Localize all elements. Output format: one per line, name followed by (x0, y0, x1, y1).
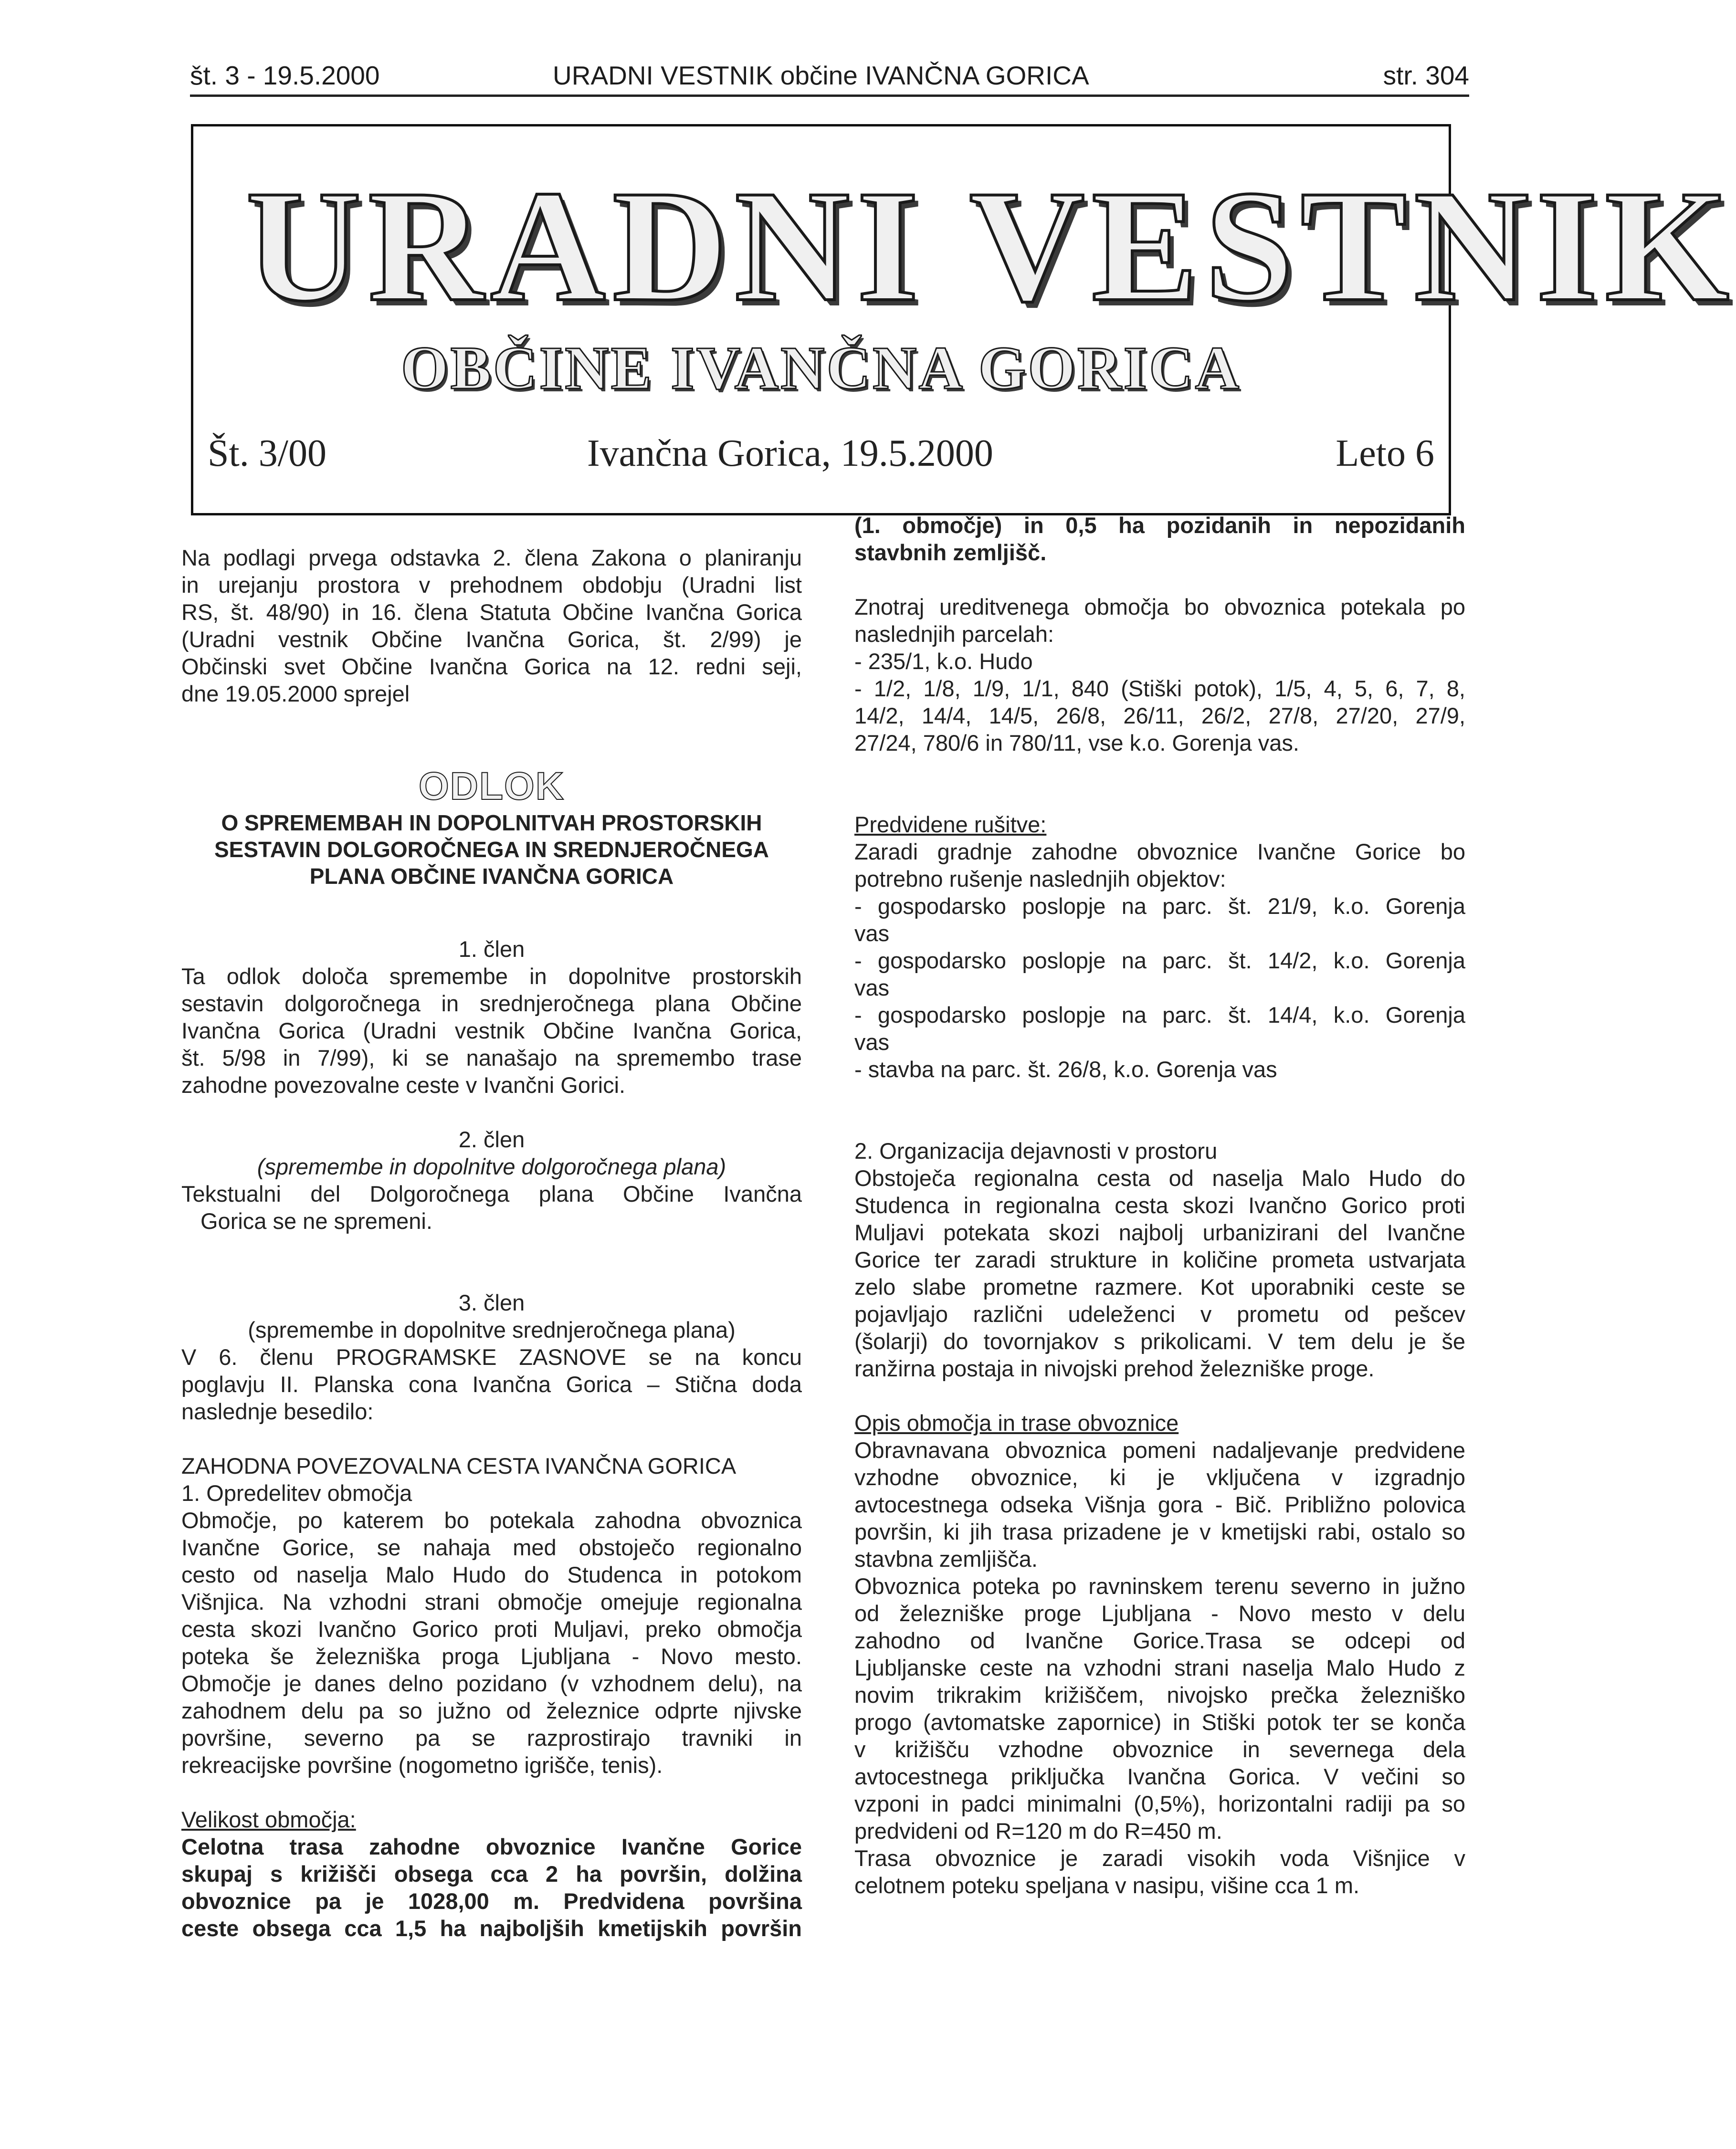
list-item: - gospodarsko poslopje na parc. št. 14/4, k.o. Gorenja (854, 1002, 1465, 1027)
list-item: - gospodarsko poslopje na parc. št. 14/2, k.o. Gorenja (854, 948, 1465, 973)
body-line: Ljubljanske ceste na vzhodni strani naselja Malo Hudo z (854, 1655, 1465, 1680)
body-line: od železniške proge Ljubljana - Novo mesto v delu (854, 1601, 1465, 1626)
body-line: Zaradi gradnje zahodne obvoznice Ivančne Gorice bo (854, 839, 1465, 864)
parcel-list (854, 648, 1465, 756)
article-line: V 6. členu PROGRAMSKE ZASNOVE se na koncu (181, 1344, 802, 1370)
body-line: Trasa obvoznice je zaradi visokih voda Višnjice v (854, 1845, 1465, 1871)
article-2-text (181, 1180, 802, 1235)
masthead-title: URADNI VESTNIK (246, 157, 1736, 335)
article-3-subheading: (spremembe in dopolnitve srednjeročnega plana) (248, 1317, 736, 1342)
body-line: celotnem poteku speljana v nasipu, višine cca 1 m. (854, 1873, 1360, 1898)
body-line: stavbna zemljišča. (854, 1546, 1038, 1572)
left-column (181, 544, 802, 1942)
list-item: 27/24, 780/6 in 780/11, vse k.o. Gorenja vas. (854, 730, 1299, 755)
body-line: Znotraj ureditvenega območja bo obvoznica potekala po (854, 594, 1465, 619)
masthead-year: Leto 6 (1336, 432, 1434, 474)
decree-subtitle-line: O SPREMEMBAH IN DOPOLNITVAH PROSTORSKIH (221, 810, 762, 835)
article-3-heading: 3. člen (458, 1290, 525, 1315)
running-header (190, 56, 1469, 97)
demolition-list (854, 892, 1465, 1083)
body-line: predvideni od R=120 m do R=450 m. (854, 1818, 1222, 1844)
body-line: Gorice ter zaradi strukture in količine prometa ustvarjata (854, 1247, 1465, 1272)
preamble-line: Na podlagi prvega odstavka 2. člena Zakona o planiranju (181, 545, 802, 570)
size-text (181, 1833, 802, 1942)
decree-subtitle (181, 809, 802, 890)
preamble-line: dne 19.05.2000 sprejel (181, 681, 410, 706)
issue-date-label: št. 3 - 19.5.2000 (190, 61, 380, 90)
article-2-subheading: (spremembe in dopolnitve dolgoročnega plana) (257, 1154, 726, 1179)
article-line: zahodne povezovalne ceste v Ivančni Gorici. (181, 1072, 626, 1098)
body-line: Muljavi potekata skozi najbolj urbanizirani del Ivančne (854, 1220, 1465, 1245)
list-item: vas (854, 921, 890, 946)
body-line: Studenca in regionalna cesta skozi Ivančno Gorico proti (854, 1193, 1465, 1218)
article-line: Gorica se ne spremeni. (200, 1208, 432, 1234)
body-line: vzponi in padci minimalni (0,5%), horizontalni radiji pa so (854, 1791, 1465, 1816)
body-line: zelo slabe prometne razmere. Kot uporabniki ceste se (854, 1274, 1465, 1300)
body-line: cesta skozi Ivančno Gorico proti Muljavi, preko območja (181, 1616, 802, 1642)
article-line: naslednje besedilo: (181, 1399, 374, 1424)
body-line: pojavljajo različni udeleženci v prometu od pešcev (854, 1301, 1465, 1327)
subsection-heading: 1. Opredelitev območja (181, 1480, 412, 1506)
body-line: Obravnavana obvoznica pomeni nadaljevanje predvidene (854, 1437, 1465, 1463)
decree-title: ODLOK (418, 765, 565, 808)
section-heading: ZAHODNA POVEZOVALNA CESTA IVANČNA GORICA (181, 1453, 736, 1478)
body-line: (1. območje) in 0,5 ha pozidanih in nepozidanih (854, 513, 1465, 538)
body-line: Ivančne Gorice, se nahaja med obstoječo regionalno (181, 1535, 802, 1560)
body-line: avtocestnega odseka Višnja gora - Bič. Približno polovica (854, 1492, 1465, 1517)
preamble (181, 544, 802, 707)
body-line: Območje, po katerem bo potekala zahodna obvoznica (181, 1508, 802, 1533)
body-line: površin, ki jih trasa prizadene je v kmetijski rabi, ostalo so (854, 1519, 1465, 1544)
masthead-place-date: Ivančna Gorica, 19.5.2000 (587, 432, 993, 474)
size-continuation (854, 512, 1465, 566)
body-line: ceste obsega cca 1,5 ha najboljših kmetijskih površin (181, 1916, 802, 1941)
article-line: Tekstualni del Dolgoročnega plana Občine Ivančna (181, 1181, 802, 1206)
article-3-text (181, 1343, 802, 1425)
list-item: vas (854, 975, 890, 1000)
route-text-1 (854, 1436, 1465, 1572)
gazette-running-title: URADNI VESTNIK občine IVANČNA GORICA (553, 61, 1089, 90)
body-line: stavbnih zemljišč. (854, 540, 1047, 565)
article-line: št. 5/98 in 7/99), ki se nanašajo na spremembo trase (181, 1045, 802, 1070)
body-line: rekreacijske površine (nogometno igrišče, tenis). (181, 1752, 663, 1778)
preamble-line: in urejanju prostora v prehodnem obdobju (Uradni list (181, 572, 802, 598)
body-line: skupaj s križišči obsega cca 2 ha površin, dolžina (181, 1861, 802, 1887)
body-line: avtocestnega priključka Ivančna Gorica. V večini so (854, 1764, 1465, 1789)
body-line: cesto od naselja Malo Hudo do Studenca in potokom (181, 1562, 802, 1587)
article-line: sestavin dolgoročnega in srednjeročnega plana Občine (181, 991, 802, 1016)
body-line: zahodnem delu pa so južno od železnice odprte njivske (181, 1698, 802, 1723)
preamble-line: Občinski svet Občine Ivančna Gorica na 12. redni seji, (181, 654, 802, 679)
page-number: str. 304 (1383, 61, 1469, 90)
decree-subtitle-line: SESTAVIN DOLGOROČNEGA IN SREDNJEROČNEGA (214, 837, 769, 862)
organization-text (854, 1164, 1465, 1382)
route-text-2 (854, 1572, 1465, 1845)
body-line: v križišču vzhodne obvoznice in severnega dela (854, 1737, 1465, 1762)
article-1-text (181, 963, 802, 1099)
body-line: potrebno rušenje naslednjih objektov: (854, 866, 1226, 891)
body-line: Višnjica. Na vzhodni strani območje omejuje regionalna (181, 1589, 802, 1614)
masthead-subtitle: OBČINE IVANČNA GORICA (400, 334, 1242, 402)
preamble-line: RS, št. 48/90) in 16. člena Statuta Občine Ivančna Gorica (181, 599, 802, 625)
body-line: novim trikrakim križiščem, nivojsko prečka železniško (854, 1682, 1465, 1708)
demolition-intro (854, 838, 1465, 892)
article-1-heading: 1. člen (458, 936, 525, 962)
size-heading: Velikost območja: (181, 1807, 356, 1832)
body-line: vzhodne obvoznice, ki je vključena v izgradnjo (854, 1465, 1465, 1490)
list-item: - 235/1, k.o. Hudo (854, 649, 1033, 674)
body-line: progo (avtomatske zapornice) in Stiški potok ter se konča (854, 1709, 1465, 1735)
list-item: 14/2, 14/4, 14/5, 26/8, 26/11, 26/2, 27/8, 27/20, 27/9, (854, 703, 1465, 728)
body-line: Obvoznica poteka po ravninskem terenu severno in južno (854, 1573, 1465, 1599)
preamble-line: (Uradni vestnik Občine Ivančna Gorica, št. 2/99) je (181, 627, 802, 652)
body-line: Obstoječa regionalna cesta od naselja Malo Hudo do (854, 1165, 1465, 1191)
body-line: naslednjih parcelah: (854, 621, 1054, 647)
body-line: obvoznice pa je 1028,00 m. Predvidena površina (181, 1888, 802, 1914)
right-column (854, 512, 1465, 1899)
parcels-intro (854, 593, 1465, 648)
body-line: poteka še železniška proga Ljubljana - Novo mesto. (181, 1644, 802, 1669)
list-item: - stavba na parc. št. 26/8, k.o. Gorenja vas (854, 1057, 1277, 1082)
body-line: (šolarji) do tovornjakov s prikolicami. V tem delu je še (854, 1329, 1465, 1354)
article-2-heading: 2. člen (458, 1127, 525, 1152)
masthead-issue: Št. 3/00 (208, 432, 326, 474)
subsection-heading: 2. Organizacija dejavnosti v prostoru (854, 1138, 1218, 1164)
masthead (191, 124, 1736, 515)
article-line: poglavju II. Planska cona Ivančna Gorica – Stična doda (181, 1372, 802, 1397)
body-line: površine, severno pa se razprostirajo travniki in (181, 1725, 802, 1751)
route-text-3 (854, 1845, 1465, 1899)
body-line: zahodno od Ivančne Gorice.Trasa se odcepi od (854, 1628, 1465, 1653)
list-item: - gospodarsko poslopje na parc. št. 21/9, k.o. Gorenja (854, 893, 1465, 919)
demolition-heading: Predvidene rušitve: (854, 812, 1047, 837)
article-line: Ta odlok določa spremembe in dopolnitve prostorskih (181, 964, 802, 989)
area-description (181, 1507, 802, 1779)
body-line: Območje je danes delno pozidano (v vzhodnem delu), na (181, 1671, 802, 1696)
article-line: Ivančna Gorica (Uradni vestnik Občine Ivančna Gorica, (181, 1018, 802, 1043)
body-line: ranžirna postaja in nivojski prehod železniške proge. (854, 1356, 1375, 1381)
decree-subtitle-line: PLANA OBČINE IVANČNA GORICA (309, 864, 674, 889)
list-item: vas (854, 1029, 890, 1055)
list-item: - 1/2, 1/8, 1/9, 1/1, 840 (Stiški potok), 1/5, 4, 5, 6, 7, 8, (854, 676, 1465, 701)
body-line: Celotna trasa zahodne obvoznice Ivančne Gorice (181, 1834, 802, 1859)
route-heading: Opis območja in trase obvoznice (854, 1410, 1179, 1436)
